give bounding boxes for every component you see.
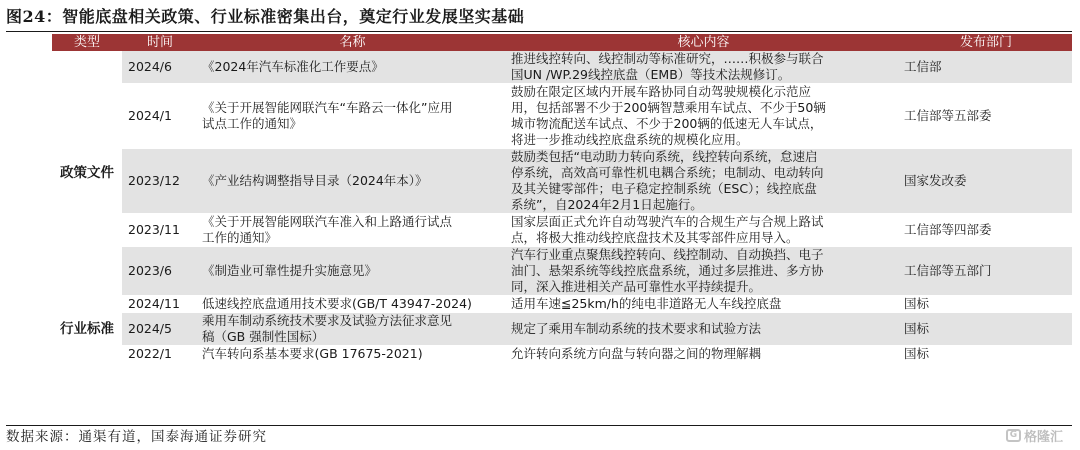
type-cell: 政策文件 <box>52 51 122 296</box>
content-line: 汽车行业重点聚焦线控转向、线控制动、自动换挡、电子 <box>511 247 824 262</box>
content-line: 城市物流配送车试点、不少于200辆的低速无人车试点， <box>511 116 823 131</box>
dept-cell: 工信部等五部委 <box>900 84 1072 149</box>
name-line: 《关于开展智能网联汽车“车路云一体化”应用 <box>202 100 453 115</box>
time-cell: 2023/6 <box>122 247 198 296</box>
dept-cell: 工信部等四部委 <box>900 214 1072 247</box>
name-line: 汽车转向系基本要求(GB 17675-2021) <box>202 346 423 361</box>
policy-table <box>52 34 1072 363</box>
dept-cell: 工信部等五部门 <box>900 247 1072 296</box>
name-line: 工作的通知》 <box>202 230 278 245</box>
table-row <box>52 51 1072 84</box>
table-row <box>52 247 1072 296</box>
time-cell: 2024/1 <box>122 84 198 149</box>
table-body <box>52 51 1072 363</box>
name-line: 《关于开展智能网联汽车准入和上路通行试点 <box>202 214 453 229</box>
name-line: 稿（GB 强制性国标） <box>202 329 325 344</box>
content-line: 点，将极大推动线控底盘技术及其零部件应用导入。 <box>511 230 799 245</box>
source-note: 数据来源：通渠有道，国泰海通证券研究 <box>6 429 267 445</box>
table-row <box>52 296 1072 313</box>
content-line: 油门、悬架系统等线控底盘系统，通过多层推进、多方协 <box>511 263 824 278</box>
content-cell <box>507 214 900 247</box>
header-type: 类型 <box>52 34 122 51</box>
content-cell <box>507 84 900 149</box>
header-dept: 发布部门 <box>900 34 1072 51</box>
content-line: 规定了乘用车制动系统的技术要求和试验方法 <box>511 321 762 336</box>
content-line: 国家层面正式允许自动驾驶汽车的合规生产与合规上路试 <box>511 214 824 229</box>
time-cell: 2024/11 <box>122 296 198 313</box>
time-cell: 2022/1 <box>122 346 198 363</box>
header-content: 核心内容 <box>507 34 900 51</box>
content-cell <box>507 296 900 313</box>
type-cell: 行业标准 <box>52 296 122 363</box>
table-row <box>52 149 1072 214</box>
content-line: 适用车速≦25km/h的纯电非道路无人车线控底盘 <box>511 296 782 311</box>
name-line: 乘用车制动系统技术要求及试验方法征求意见 <box>202 313 453 328</box>
name-line: 《产业结构调整指导目录（2024年本）》 <box>202 173 428 188</box>
content-cell <box>507 247 900 296</box>
name-cell <box>198 346 507 363</box>
dept-cell: 国标 <box>900 313 1072 346</box>
content-cell <box>507 313 900 346</box>
time-cell: 2024/5 <box>122 313 198 346</box>
table-row <box>52 214 1072 247</box>
name-cell <box>198 247 507 296</box>
watermark-icon: G <box>1006 429 1021 442</box>
watermark-logo <box>1006 426 1063 444</box>
name-cell <box>198 149 507 214</box>
header-time: 时间 <box>122 34 198 51</box>
name-line: 试点工作的通知》 <box>202 116 303 131</box>
name-cell <box>198 313 507 346</box>
time-cell: 2023/12 <box>122 149 198 214</box>
header-name: 名称 <box>198 34 507 51</box>
content-line: 同，深入推进相关产品可靠性水平持续提升。 <box>511 279 762 294</box>
content-line: 鼓励类包括“电动助力转向系统，线控转向系统，怠速启 <box>511 149 818 164</box>
content-line: 将进一步推动线控底盘系统的规模化应用。 <box>511 132 749 147</box>
dept-cell: 国标 <box>900 296 1072 313</box>
content-line: 用，包括部署不少于200辆智慧乘用车试点、不少于50辆 <box>511 100 826 115</box>
content-cell <box>507 346 900 363</box>
name-line: 《制造业可靠性提升实施意见》 <box>202 263 378 278</box>
name-cell <box>198 296 507 313</box>
watermark-text: 格隆汇 <box>1024 429 1064 445</box>
name-cell <box>198 51 507 84</box>
table-row <box>52 84 1072 149</box>
figure-title: 图24：智能底盘相关政策、行业标准密集出台，奠定行业发展坚实基础 <box>6 7 525 26</box>
name-line: 低速线控底盘通用技术要求(GB/T 43947-2024) <box>202 296 472 311</box>
content-line: 停系统，高效高可靠性机电耦合系统；电制动、电动转向 <box>511 165 824 180</box>
table-header-row <box>52 34 1072 51</box>
table-row <box>52 346 1072 363</box>
content-line: 鼓励在限定区域内开展车路协同自动驾驶规模化示范应 <box>511 84 812 99</box>
time-cell: 2024/6 <box>122 51 198 84</box>
time-cell: 2023/11 <box>122 214 198 247</box>
title-divider <box>6 31 1072 32</box>
content-cell <box>507 149 900 214</box>
name-line: 《2024年汽车标准化工作要点》 <box>202 59 384 74</box>
name-cell <box>198 84 507 149</box>
content-line: 系统”，自2024年2月1日起施行。 <box>511 197 703 212</box>
table-row <box>52 313 1072 346</box>
dept-cell: 国标 <box>900 346 1072 363</box>
dept-cell: 工信部 <box>900 51 1072 84</box>
name-cell <box>198 214 507 247</box>
dept-cell: 国家发改委 <box>900 149 1072 214</box>
footer-divider <box>6 425 1072 426</box>
content-line: 允许转向系统方向盘与转向器之间的物理解耦 <box>511 346 762 361</box>
content-line: 国UN /WP.29线控底盘（EMB）等技术法规修订。 <box>511 67 791 82</box>
content-cell <box>507 51 900 84</box>
content-line: 及其关键零部件；电子稳定控制系统（ESC）；线控底盘 <box>511 181 817 196</box>
content-line: 推进线控转向、线控制动等标准研究，……积极参与联合 <box>511 51 824 66</box>
